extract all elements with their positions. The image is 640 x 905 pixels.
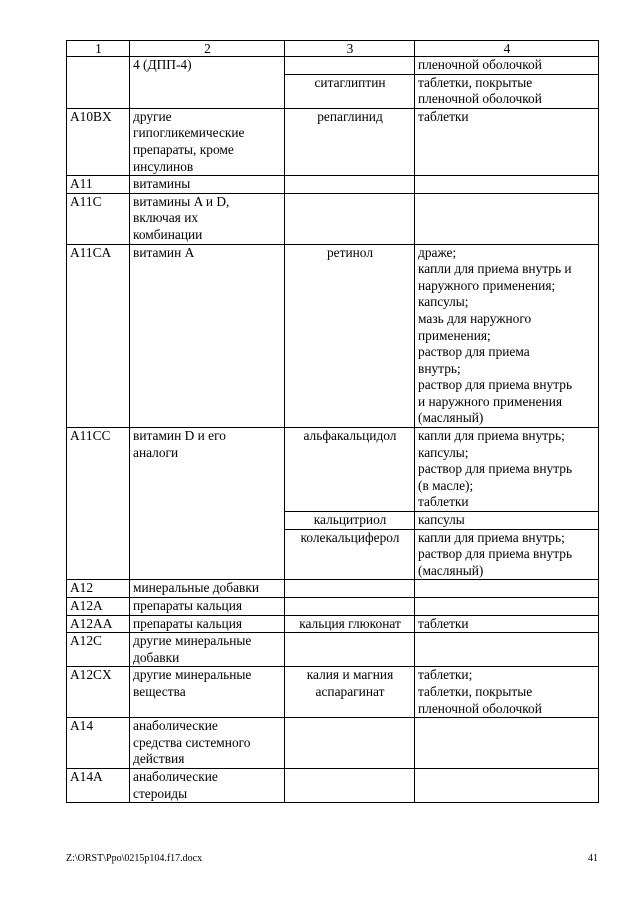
- form-cell: [415, 580, 599, 598]
- drug-cell: [285, 718, 415, 769]
- form-cell: пленочной оболочкой: [415, 57, 599, 75]
- drug-cell: кальцитриол: [285, 512, 415, 530]
- drug-cell: [285, 176, 415, 194]
- form-cell: [415, 768, 599, 802]
- header-cell-2: 2: [130, 41, 285, 57]
- table-row: [67, 718, 599, 769]
- form-cell: таблетки: [415, 615, 599, 633]
- name-cell: витамин D и его аналоги: [130, 428, 285, 580]
- drug-cell: [285, 193, 415, 244]
- drug-cell: [285, 768, 415, 802]
- name-cell: анаболические стероиды: [130, 768, 285, 802]
- form-cell: таблетки: [415, 108, 599, 175]
- name-cell: препараты кальция: [130, 598, 285, 616]
- drug-cell: [285, 57, 415, 75]
- footer-file-path: Z:\ORST\Ppo\0215p104.f17.docx: [66, 853, 203, 864]
- code-cell: A14: [67, 718, 130, 769]
- drug-cell: репаглинид: [285, 108, 415, 175]
- code-cell: A11: [67, 176, 130, 194]
- form-cell: таблетки, покрытые пленочной оболочкой: [415, 74, 599, 108]
- name-cell: витамин A: [130, 244, 285, 428]
- drug-cell: кальция глюконат: [285, 615, 415, 633]
- form-cell: [415, 718, 599, 769]
- table-row: [67, 598, 599, 616]
- form-cell: [415, 598, 599, 616]
- code-cell: A12AA: [67, 615, 130, 633]
- header-cell-4: 4: [415, 41, 599, 57]
- table-row: [67, 108, 599, 175]
- code-cell: A12C: [67, 633, 130, 667]
- form-cell: капсулы: [415, 512, 599, 530]
- drug-cell: ретинол: [285, 244, 415, 428]
- name-cell: другие минеральные добавки: [130, 633, 285, 667]
- form-cell: [415, 633, 599, 667]
- page-number: 41: [588, 853, 598, 864]
- code-cell: A12: [67, 580, 130, 598]
- table-row: [67, 580, 599, 598]
- code-cell: A11C: [67, 193, 130, 244]
- table-row: [67, 244, 599, 428]
- form-cell: [415, 176, 599, 194]
- name-cell: другие гипогликемические препараты, кроме инсулинов: [130, 108, 285, 175]
- drug-cell: [285, 580, 415, 598]
- form-cell: капли для приема внутрь; капсулы; раствор для приема внутрь (в масле); таблетки: [415, 428, 599, 512]
- table-header-row: [67, 41, 599, 57]
- form-cell: [415, 193, 599, 244]
- name-cell: минеральные добавки: [130, 580, 285, 598]
- drug-cell: [285, 633, 415, 667]
- table-row: [67, 633, 599, 667]
- header-cell-3: 3: [285, 41, 415, 57]
- table-row: [67, 768, 599, 802]
- name-cell: препараты кальция: [130, 615, 285, 633]
- drug-cell: калия и магния аспарагинат: [285, 667, 415, 718]
- name-cell: 4 (ДПП-4): [130, 57, 285, 109]
- code-cell: A12A: [67, 598, 130, 616]
- table-row: [67, 615, 599, 633]
- table-row: [67, 667, 599, 718]
- name-cell: витамины A и D, включая их комбинации: [130, 193, 285, 244]
- name-cell: другие минеральные вещества: [130, 667, 285, 718]
- code-cell: A12CX: [67, 667, 130, 718]
- code-cell: A10BX: [67, 108, 130, 175]
- code-cell: A11CC: [67, 428, 130, 580]
- drug-table: [66, 40, 599, 803]
- drug-cell: альфакальцидол: [285, 428, 415, 512]
- table-row: [67, 428, 599, 512]
- drug-cell: [285, 598, 415, 616]
- drug-cell: колекальциферол: [285, 529, 415, 580]
- code-cell: [67, 57, 130, 109]
- table-row-continued: [67, 57, 599, 75]
- table-row: [67, 176, 599, 194]
- table-row: [67, 193, 599, 244]
- code-cell: A11CA: [67, 244, 130, 428]
- name-cell: витамины: [130, 176, 285, 194]
- form-cell: драже; капли для приема внутрь и наружного применения; капсулы; мазь для наружного применения; раствор для приема внутрь; раствор для приема внутрь и наружного применения (масляный): [415, 244, 599, 428]
- form-cell: таблетки; таблетки, покрытые пленочной оболочкой: [415, 667, 599, 718]
- drug-cell: ситаглиптин: [285, 74, 415, 108]
- code-cell: A14A: [67, 768, 130, 802]
- form-cell: капли для приема внутрь; раствор для приема внутрь (масляный): [415, 529, 599, 580]
- name-cell: анаболические средства системного действия: [130, 718, 285, 769]
- header-cell-1: 1: [67, 41, 130, 57]
